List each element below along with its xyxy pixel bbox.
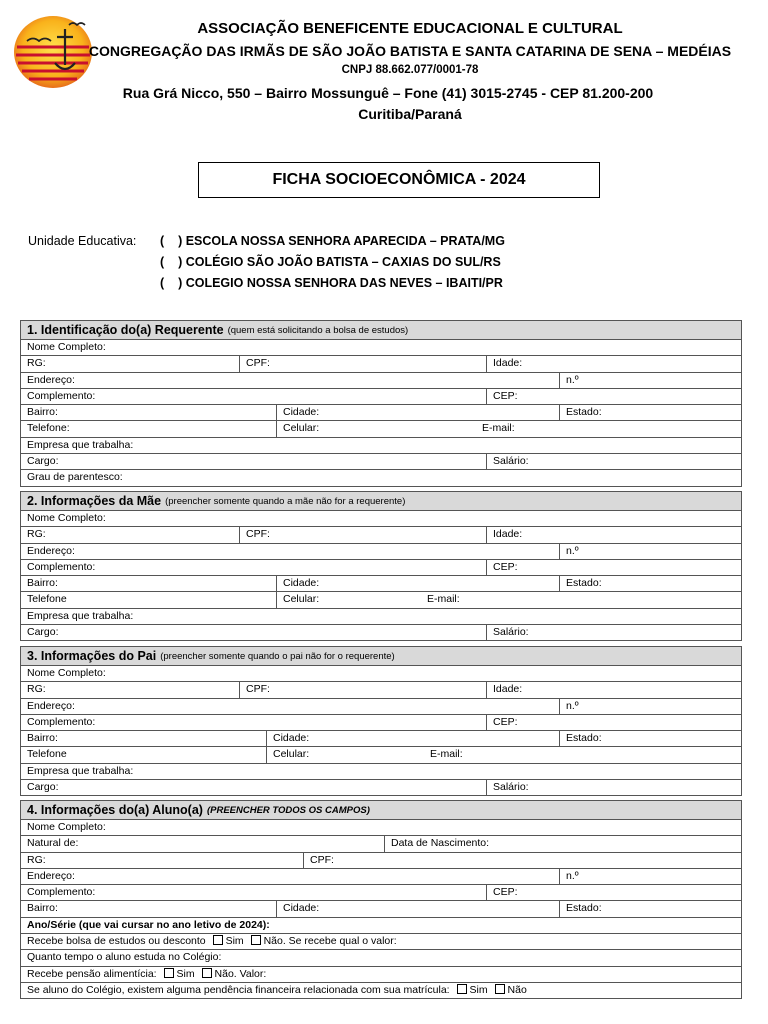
form-row bbox=[21, 625, 741, 640]
celular-field[interactable]: Celular: bbox=[276, 592, 421, 607]
form-row bbox=[21, 421, 741, 437]
pensao-nao-checkbox[interactable] bbox=[202, 968, 212, 978]
pendencia-field: Se aluno do Colégio, existem alguma pendência financeira relacionada com sua matrícula: Sim Não bbox=[27, 983, 527, 996]
complemento-field[interactable]: Complemento: bbox=[27, 560, 96, 573]
bolsa-field: Recebe bolsa de estudos ou desconto Sim Não. Se recebe qual o valor: bbox=[27, 935, 397, 948]
form-row bbox=[21, 405, 741, 421]
endereco-field[interactable]: Endereço: bbox=[27, 373, 75, 386]
form-row bbox=[21, 950, 741, 966]
school-unit-label: Unidade Educativa: bbox=[28, 234, 137, 248]
empresa-field[interactable]: Empresa que trabalha: bbox=[27, 438, 134, 451]
rg-field[interactable]: RG: bbox=[27, 357, 46, 370]
form-row bbox=[21, 836, 741, 852]
salario-field[interactable]: Salário: bbox=[486, 780, 741, 795]
nome-field[interactable]: Nome Completo: bbox=[27, 341, 106, 353]
school-option-ibaiti[interactable]: ( ) COLEGIO NOSSA SENHORA DAS NEVES – IBAITI/PR bbox=[160, 276, 503, 290]
section-header: 3. Informações do Pai (preencher somente quando o pai não for o requerente) bbox=[21, 647, 741, 666]
cargo-field[interactable]: Cargo: bbox=[27, 781, 59, 794]
cargo-field[interactable]: Cargo: bbox=[27, 455, 59, 468]
form-row bbox=[21, 747, 741, 763]
form-row bbox=[21, 470, 741, 485]
form-row bbox=[21, 438, 741, 454]
telefone-field[interactable]: Telefone bbox=[27, 748, 67, 761]
estado-field[interactable]: Estado: bbox=[559, 576, 741, 591]
form-row bbox=[21, 454, 741, 470]
data-nascimento-field[interactable]: Data de Nascimento: bbox=[384, 836, 741, 851]
celular-field[interactable]: Celular: bbox=[276, 421, 476, 436]
congregation-name: CONGREGAÇÃO DAS IRMÃS DE SÃO JOÃO BATISTA E SANTA CATARINA DE SENA – MEDÉIAS bbox=[88, 43, 732, 59]
cep-field[interactable]: CEP: bbox=[486, 715, 741, 730]
pendencia-nao-checkbox[interactable] bbox=[495, 984, 505, 994]
section-pai bbox=[20, 646, 742, 796]
cidade-field[interactable]: Cidade: bbox=[276, 405, 559, 420]
numero-field[interactable]: n.º bbox=[559, 373, 741, 388]
natural-field[interactable]: Natural de: bbox=[27, 837, 79, 850]
cidade-field[interactable]: Cidade: bbox=[266, 731, 559, 746]
rg-field[interactable]: RG: bbox=[27, 528, 46, 541]
cargo-field[interactable]: Cargo: bbox=[27, 626, 59, 639]
celular-field[interactable]: Celular: bbox=[266, 747, 424, 762]
endereco-field[interactable]: Endereço: bbox=[27, 699, 75, 712]
salario-field[interactable]: Salário: bbox=[486, 454, 741, 469]
tempo-colegio-field[interactable]: Quanto tempo o aluno estuda no Colégio: bbox=[27, 951, 222, 964]
idade-field[interactable]: Idade: bbox=[486, 356, 741, 371]
form-row bbox=[21, 764, 741, 780]
nome-field[interactable]: Nome Completo: bbox=[27, 821, 106, 833]
form-row bbox=[21, 885, 741, 901]
form-row bbox=[21, 780, 741, 795]
bairro-field[interactable]: Bairro: bbox=[27, 406, 58, 419]
cpf-field[interactable]: CPF: bbox=[239, 527, 486, 542]
endereco-field[interactable]: Endereço: bbox=[27, 544, 75, 557]
form-row bbox=[21, 576, 741, 592]
form-row bbox=[21, 715, 741, 731]
idade-field[interactable]: Idade: bbox=[486, 527, 741, 542]
form-row bbox=[21, 560, 741, 576]
address: Rua Grá Nicco, 550 – Bairro Mossunguê – Fone (41) 3015-2745 - CEP 81.200-200 bbox=[122, 85, 654, 101]
form-row bbox=[21, 901, 741, 917]
estado-field[interactable]: Estado: bbox=[559, 731, 741, 746]
section-header: 4. Informações do(a) Aluno(a) (PREENCHER TODOS OS CAMPOS) bbox=[21, 801, 741, 820]
form-row bbox=[21, 682, 741, 698]
rg-field[interactable]: RG: bbox=[27, 853, 46, 866]
idade-field[interactable]: Idade: bbox=[486, 682, 741, 697]
pensao-sim-checkbox[interactable] bbox=[164, 968, 174, 978]
form-row bbox=[21, 699, 741, 715]
form-row bbox=[21, 666, 741, 682]
section-mae bbox=[20, 491, 742, 641]
form-row bbox=[21, 820, 741, 836]
cep-field[interactable]: CEP: bbox=[486, 389, 741, 404]
empresa-field[interactable]: Empresa que trabalha: bbox=[27, 764, 134, 777]
estado-field[interactable]: Estado: bbox=[559, 901, 741, 916]
bolsa-nao-checkbox[interactable] bbox=[251, 935, 261, 945]
cidade-field[interactable]: Cidade: bbox=[276, 576, 559, 591]
form-row bbox=[21, 544, 741, 560]
form-row bbox=[21, 731, 741, 747]
nome-field[interactable]: Nome Completo: bbox=[27, 667, 106, 679]
form-row bbox=[21, 511, 741, 527]
bairro-field[interactable]: Bairro: bbox=[27, 732, 58, 745]
section-requerente bbox=[20, 320, 742, 487]
numero-field[interactable]: n.º bbox=[559, 544, 741, 559]
telefone-field[interactable]: Telefone bbox=[27, 593, 67, 606]
cep-field[interactable]: CEP: bbox=[486, 885, 741, 900]
cpf-field[interactable]: CPF: bbox=[239, 356, 486, 371]
cnpj: CNPJ 88.662.077/0001-78 bbox=[341, 64, 479, 76]
form-row bbox=[21, 373, 741, 389]
email-field[interactable]: E-mail: bbox=[427, 593, 460, 606]
pendencia-sim-checkbox[interactable] bbox=[457, 984, 467, 994]
section-header: 1. Identificação do(a) Requerente (quem está solicitando a bolsa de estudos) bbox=[21, 321, 741, 340]
bairro-field[interactable]: Bairro: bbox=[27, 577, 58, 590]
rg-field[interactable]: RG: bbox=[27, 683, 46, 696]
form-row bbox=[21, 983, 741, 998]
complemento-field[interactable]: Complemento: bbox=[27, 389, 96, 402]
form-row bbox=[21, 934, 741, 950]
ano-serie-field[interactable]: Ano/Série (que vai cursar no ano letivo de 2024): bbox=[27, 918, 270, 931]
email-field[interactable]: E-mail: bbox=[482, 422, 515, 435]
bairro-field[interactable]: Bairro: bbox=[27, 902, 58, 915]
form-row bbox=[21, 389, 741, 405]
complemento-field[interactable]: Complemento: bbox=[27, 715, 96, 728]
form-row bbox=[21, 869, 741, 885]
form-row bbox=[21, 853, 741, 869]
telefone-field[interactable]: Telefone: bbox=[27, 422, 70, 435]
empresa-field[interactable]: Empresa que trabalha: bbox=[27, 609, 134, 622]
cidade-field[interactable]: Cidade: bbox=[276, 901, 559, 916]
bolsa-sim-checkbox[interactable] bbox=[213, 935, 223, 945]
form-row bbox=[21, 609, 741, 625]
form-row bbox=[21, 592, 741, 608]
school-option-prata[interactable]: ( ) ESCOLA NOSSA SENHORA APARECIDA – PRATA/MG bbox=[160, 234, 505, 248]
school-option-caxias[interactable]: ( ) COLÉGIO SÃO JOÃO BATISTA – CAXIAS DO SUL/RS bbox=[160, 255, 501, 269]
section-aluno bbox=[20, 800, 742, 999]
form-row bbox=[21, 967, 741, 983]
form-title: FICHA SOCIOECONÔMICA - 2024 bbox=[198, 162, 600, 198]
form-row bbox=[21, 356, 741, 372]
city-state: Curitiba/Paraná bbox=[358, 106, 462, 122]
numero-field[interactable]: n.º bbox=[559, 699, 741, 714]
email-field[interactable]: E-mail: bbox=[430, 748, 463, 761]
salario-field[interactable]: Salário: bbox=[486, 625, 741, 640]
letterhead bbox=[0, 0, 768, 140]
grau-parentesco-field[interactable]: Grau de parentesco: bbox=[27, 471, 123, 484]
association-name: ASSOCIAÇÃO BENEFICENTE EDUCACIONAL E CULTURAL bbox=[197, 20, 623, 37]
cpf-field[interactable]: CPF: bbox=[239, 682, 486, 697]
section-header: 2. Informações da Mãe (preencher somente quando a mãe não for a requerente) bbox=[21, 492, 741, 511]
form-row bbox=[21, 340, 741, 356]
form-row bbox=[21, 527, 741, 543]
cpf-field[interactable]: CPF: bbox=[303, 853, 741, 868]
estado-field[interactable]: Estado: bbox=[559, 405, 741, 420]
form-row bbox=[21, 918, 741, 934]
cep-field[interactable]: CEP: bbox=[486, 560, 741, 575]
endereco-field[interactable]: Endereço: bbox=[27, 869, 75, 882]
numero-field[interactable]: n.º bbox=[559, 869, 741, 884]
complemento-field[interactable]: Complemento: bbox=[27, 886, 96, 899]
nome-field[interactable]: Nome Completo: bbox=[27, 512, 106, 524]
pensao-field: Recebe pensão alimentícia: Sim Não. Valor: bbox=[27, 967, 267, 980]
